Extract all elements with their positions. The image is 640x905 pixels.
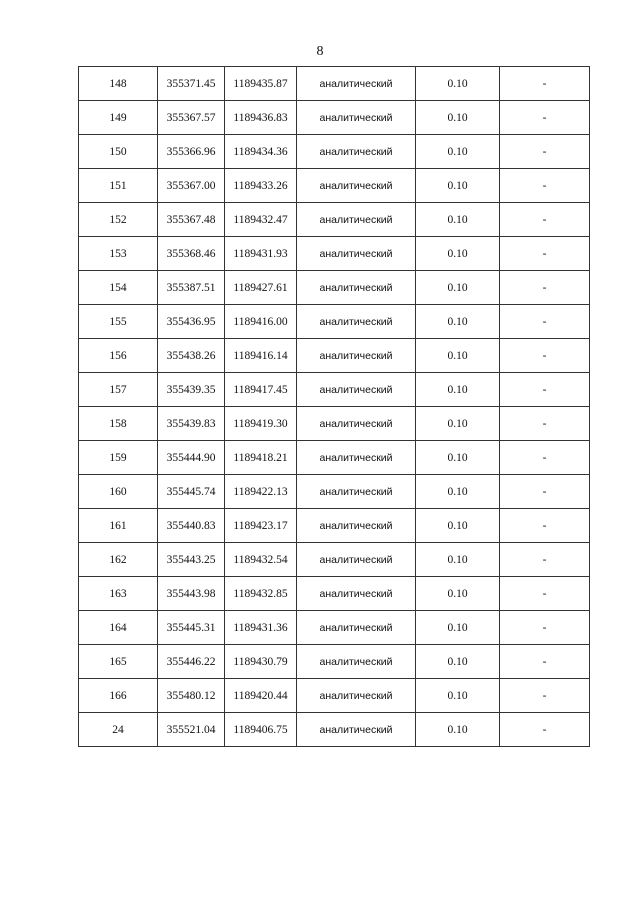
y-coordinate-cell: 1189434.36 (225, 135, 297, 169)
point-number-cell: 151 (79, 169, 158, 203)
x-coordinate-cell: 355439.35 (158, 373, 225, 407)
accuracy-cell: 0.10 (416, 407, 500, 441)
x-coordinate-cell: 355480.12 (158, 679, 225, 713)
x-coordinate-cell: 355367.00 (158, 169, 225, 203)
accuracy-cell: 0.10 (416, 611, 500, 645)
table-row (79, 441, 590, 475)
method-cell: аналитический (297, 305, 416, 339)
point-number-cell: 157 (79, 373, 158, 407)
description-cell: - (500, 543, 590, 577)
y-coordinate-cell: 1189406.75 (225, 713, 297, 747)
y-coordinate-cell: 1189436.83 (225, 101, 297, 135)
coordinates-table (78, 66, 590, 747)
y-coordinate-cell: 1189432.54 (225, 543, 297, 577)
table-row (79, 475, 590, 509)
accuracy-cell: 0.10 (416, 679, 500, 713)
accuracy-cell: 0.10 (416, 169, 500, 203)
method-cell: аналитический (297, 441, 416, 475)
accuracy-cell: 0.10 (416, 101, 500, 135)
accuracy-cell: 0.10 (416, 713, 500, 747)
point-number-cell: 154 (79, 271, 158, 305)
description-cell: - (500, 169, 590, 203)
x-coordinate-cell: 355439.83 (158, 407, 225, 441)
accuracy-cell: 0.10 (416, 475, 500, 509)
y-coordinate-cell: 1189419.30 (225, 407, 297, 441)
y-coordinate-cell: 1189430.79 (225, 645, 297, 679)
x-coordinate-cell: 355368.46 (158, 237, 225, 271)
accuracy-cell: 0.10 (416, 441, 500, 475)
description-cell: - (500, 441, 590, 475)
accuracy-cell: 0.10 (416, 305, 500, 339)
table-row (79, 611, 590, 645)
method-cell: аналитический (297, 271, 416, 305)
point-number-cell: 163 (79, 577, 158, 611)
coordinates-table-body (79, 67, 590, 747)
x-coordinate-cell: 355521.04 (158, 713, 225, 747)
table-row (79, 373, 590, 407)
page-number: 8 (316, 44, 324, 59)
y-coordinate-cell: 1189431.93 (225, 237, 297, 271)
description-cell: - (500, 101, 590, 135)
description-cell: - (500, 271, 590, 305)
method-cell: аналитический (297, 101, 416, 135)
description-cell: - (500, 305, 590, 339)
table-row (79, 407, 590, 441)
accuracy-cell: 0.10 (416, 237, 500, 271)
table-row (79, 169, 590, 203)
table-row (79, 237, 590, 271)
method-cell: аналитический (297, 203, 416, 237)
method-cell: аналитический (297, 475, 416, 509)
table-row (79, 543, 590, 577)
point-number-cell: 153 (79, 237, 158, 271)
table-row (79, 645, 590, 679)
point-number-cell: 156 (79, 339, 158, 373)
x-coordinate-cell: 355445.74 (158, 475, 225, 509)
accuracy-cell: 0.10 (416, 67, 500, 101)
point-number-cell: 162 (79, 543, 158, 577)
accuracy-cell: 0.10 (416, 509, 500, 543)
table-row (79, 577, 590, 611)
y-coordinate-cell: 1189432.85 (225, 577, 297, 611)
method-cell: аналитический (297, 373, 416, 407)
method-cell: аналитический (297, 339, 416, 373)
x-coordinate-cell: 355367.57 (158, 101, 225, 135)
description-cell: - (500, 407, 590, 441)
point-number-cell: 160 (79, 475, 158, 509)
table-row (79, 713, 590, 747)
method-cell: аналитический (297, 611, 416, 645)
point-number-cell: 152 (79, 203, 158, 237)
description-cell: - (500, 611, 590, 645)
point-number-cell: 159 (79, 441, 158, 475)
point-number-cell: 148 (79, 67, 158, 101)
x-coordinate-cell: 355445.31 (158, 611, 225, 645)
method-cell: аналитический (297, 237, 416, 271)
point-number-cell: 161 (79, 509, 158, 543)
x-coordinate-cell: 355443.25 (158, 543, 225, 577)
table-row (79, 67, 590, 101)
description-cell: - (500, 713, 590, 747)
x-coordinate-cell: 355367.48 (158, 203, 225, 237)
table-row (79, 101, 590, 135)
x-coordinate-cell: 355371.45 (158, 67, 225, 101)
x-coordinate-cell: 355436.95 (158, 305, 225, 339)
description-cell: - (500, 135, 590, 169)
y-coordinate-cell: 1189432.47 (225, 203, 297, 237)
table-row (79, 509, 590, 543)
x-coordinate-cell: 355387.51 (158, 271, 225, 305)
point-number-cell: 158 (79, 407, 158, 441)
accuracy-cell: 0.10 (416, 577, 500, 611)
y-coordinate-cell: 1189422.13 (225, 475, 297, 509)
y-coordinate-cell: 1189416.00 (225, 305, 297, 339)
y-coordinate-cell: 1189418.21 (225, 441, 297, 475)
method-cell: аналитический (297, 577, 416, 611)
table-row (79, 271, 590, 305)
y-coordinate-cell: 1189416.14 (225, 339, 297, 373)
y-coordinate-cell: 1189420.44 (225, 679, 297, 713)
accuracy-cell: 0.10 (416, 135, 500, 169)
point-number-cell: 164 (79, 611, 158, 645)
x-coordinate-cell: 355444.90 (158, 441, 225, 475)
accuracy-cell: 0.10 (416, 645, 500, 679)
method-cell: аналитический (297, 407, 416, 441)
method-cell: аналитический (297, 135, 416, 169)
method-cell: аналитический (297, 679, 416, 713)
table-row (79, 679, 590, 713)
y-coordinate-cell: 1189427.61 (225, 271, 297, 305)
y-coordinate-cell: 1189431.36 (225, 611, 297, 645)
y-coordinate-cell: 1189433.26 (225, 169, 297, 203)
table-row (79, 135, 590, 169)
method-cell: аналитический (297, 67, 416, 101)
description-cell: - (500, 577, 590, 611)
point-number-cell: 155 (79, 305, 158, 339)
x-coordinate-cell: 355366.96 (158, 135, 225, 169)
description-cell: - (500, 509, 590, 543)
point-number-cell: 149 (79, 101, 158, 135)
point-number-cell: 150 (79, 135, 158, 169)
point-number-cell: 24 (79, 713, 158, 747)
description-cell: - (500, 475, 590, 509)
description-cell: - (500, 339, 590, 373)
x-coordinate-cell: 355443.98 (158, 577, 225, 611)
point-number-cell: 166 (79, 679, 158, 713)
accuracy-cell: 0.10 (416, 339, 500, 373)
x-coordinate-cell: 355440.83 (158, 509, 225, 543)
y-coordinate-cell: 1189417.45 (225, 373, 297, 407)
table-row (79, 203, 590, 237)
table-row (79, 305, 590, 339)
method-cell: аналитический (297, 509, 416, 543)
method-cell: аналитический (297, 169, 416, 203)
x-coordinate-cell: 355438.26 (158, 339, 225, 373)
table-row (79, 339, 590, 373)
method-cell: аналитический (297, 543, 416, 577)
method-cell: аналитический (297, 713, 416, 747)
accuracy-cell: 0.10 (416, 543, 500, 577)
description-cell: - (500, 67, 590, 101)
description-cell: - (500, 679, 590, 713)
accuracy-cell: 0.10 (416, 373, 500, 407)
x-coordinate-cell: 355446.22 (158, 645, 225, 679)
description-cell: - (500, 237, 590, 271)
description-cell: - (500, 203, 590, 237)
accuracy-cell: 0.10 (416, 203, 500, 237)
description-cell: - (500, 645, 590, 679)
y-coordinate-cell: 1189435.87 (225, 67, 297, 101)
description-cell: - (500, 373, 590, 407)
accuracy-cell: 0.10 (416, 271, 500, 305)
method-cell: аналитический (297, 645, 416, 679)
point-number-cell: 165 (79, 645, 158, 679)
y-coordinate-cell: 1189423.17 (225, 509, 297, 543)
